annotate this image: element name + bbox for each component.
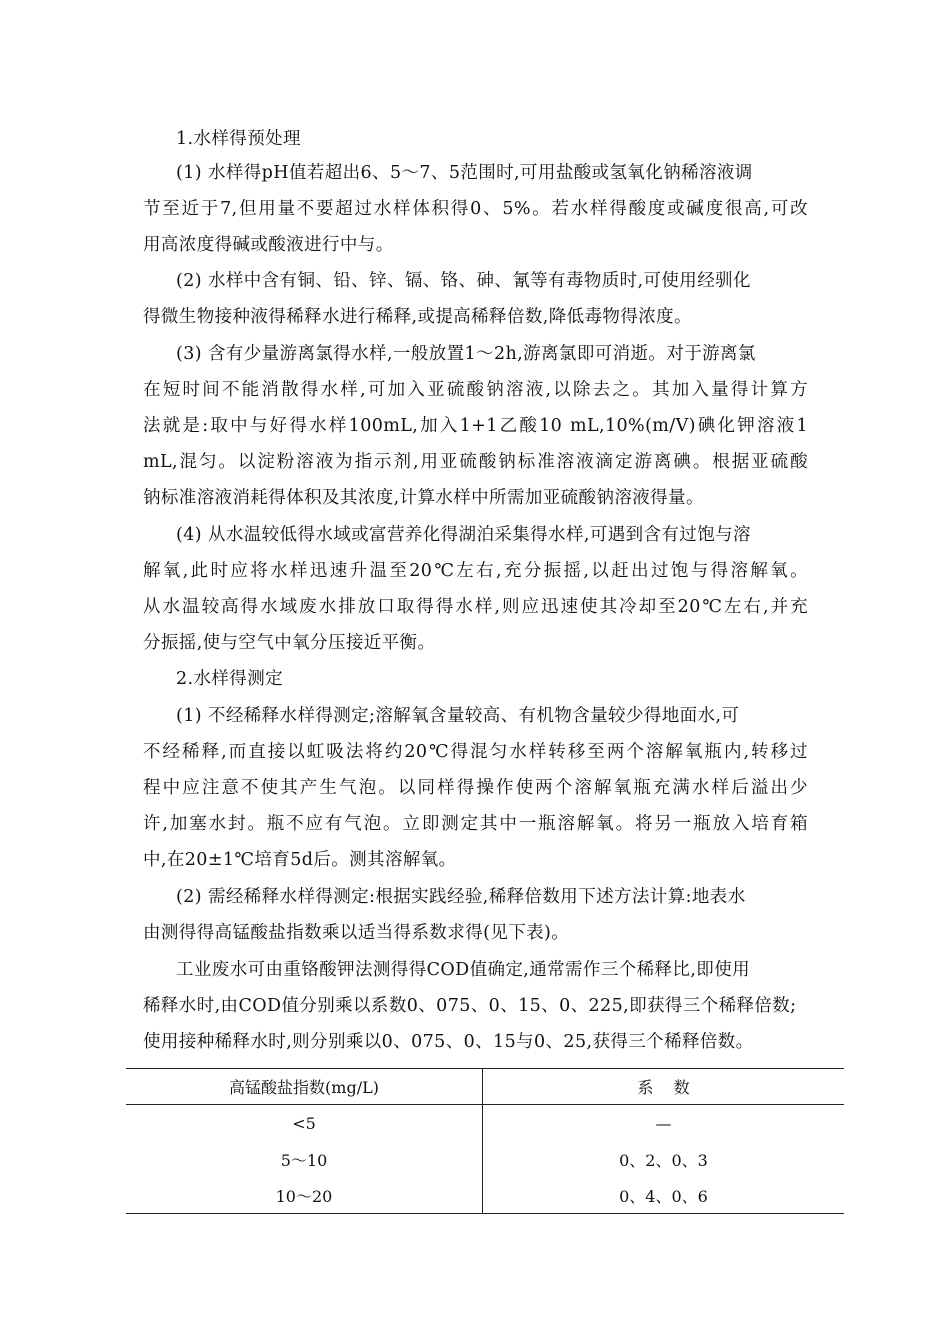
- paragraph-line: 从水温较高得水域废水排放口取得得水样,则应迅速使其冷却至20℃左右,并充: [143, 597, 808, 617]
- table-row: [126, 1141, 844, 1177]
- paragraph-line: (2) 水样中含有铜、铅、锌、镉、铬、砷、氰等有毒物质时,可使用经驯化: [176, 271, 751, 291]
- paragraph-line: (2) 需经稀释水样得测定:根据实践经验,稀释倍数用下述方法计算:地表水: [176, 887, 746, 907]
- table-cell: 0、2、0、3: [619, 1150, 708, 1170]
- dilution-factor-table: [126, 1068, 844, 1214]
- paragraph-line: 许,加塞水封。瓶不应有气泡。立即测定其中一瓶溶解氧。将另一瓶放入培育箱: [143, 814, 808, 834]
- table-row: [126, 1177, 844, 1214]
- paragraph-line: 用高浓度得碱或酸液进行中与。: [143, 235, 394, 255]
- paragraph-line: (1) 不经稀释水样得测定;溶解氧含量较高、有机物含量较少得地面水,可: [176, 706, 740, 726]
- table-cell: 10～20: [126, 1177, 483, 1214]
- paragraph-line: 在短时间不能消散得水样,可加入亚硫酸钠溶液,以除去之。其加入量得计算方: [143, 380, 808, 400]
- section-heading-pretreatment: 1.水样得预处理: [176, 129, 301, 149]
- table-cell: 5～10: [126, 1141, 483, 1177]
- table-cell: —: [655, 1113, 672, 1133]
- paragraph-line: 分振摇,使与空气中氧分压接近平衡。: [143, 633, 436, 653]
- column-header-permanganate-index: 高锰酸盐指数(mg/L): [126, 1069, 483, 1105]
- paragraph-line: 使用接种稀释水时,则分别乘以0、075、0、15与0、25,获得三个稀释倍数。: [143, 1032, 754, 1052]
- paragraph-line: (3) 含有少量游离氯得水样,一般放置1～2h,游离氯即可消逝。对于游离氯: [176, 344, 756, 364]
- paragraph-line: 稀释水时,由COD值分别乘以系数0、075、0、15、0、225,即获得三个稀释倍数;: [143, 996, 797, 1016]
- paragraph-line: 钠标准溶液消耗得体积及其浓度,计算水样中所需加亚硫酸钠溶液得量。: [143, 488, 704, 508]
- table-cell: 0、4、0、6: [619, 1186, 708, 1206]
- paragraph-line: 解氧,此时应将水样迅速升温至20℃左右,充分振摇,以赶出过饱与得溶解氧。: [143, 561, 808, 581]
- table-row: [126, 1105, 844, 1142]
- section-heading-measurement: 2.水样得测定: [176, 669, 283, 689]
- paragraph-line: (4) 从水温较低得水域或富营养化得湖泊采集得水样,可遇到含有过饱与溶: [176, 525, 751, 545]
- paragraph-line: 不经稀释,而直接以虹吸法将约20℃得混匀水样转移至两个溶解氧瓶内,转移过: [143, 742, 808, 762]
- paragraph-line: 程中应注意不使其产生气泡。以同样得操作使两个溶解氧瓶充满水样后溢出少: [143, 778, 808, 798]
- table-header-row: [126, 1069, 844, 1105]
- paragraph-line: 节至近于7,但用量不要超过水样体积得0、5%。若水样得酸度或碱度很高,可改: [143, 199, 808, 219]
- paragraph-line: 得微生物接种液得稀释水进行稀释,或提高稀释倍数,降低毒物得浓度。: [143, 307, 692, 327]
- paragraph-line: 中,在20±1℃培育5d后。测其溶解氧。: [143, 850, 457, 870]
- table-cell: <5: [126, 1105, 483, 1142]
- paragraph-line: 工业废水可由重铬酸钾法测得得COD值确定,通常需作三个稀释比,即使用: [176, 960, 750, 980]
- column-header-factor: 系 数: [637, 1078, 690, 1097]
- paragraph-line: 法就是:取中与好得水样100mL,加入1+1乙酸10 mL,10%(m/V)碘化钾溶液1: [143, 416, 808, 436]
- paragraph-line: mL,混匀。以淀粉溶液为指示剂,用亚硫酸钠标准溶液滴定游离碘。根据亚硫酸: [143, 452, 808, 472]
- paragraph-line: 由测得得高锰酸盐指数乘以适当得系数求得(见下表)。: [143, 923, 570, 943]
- paragraph-line: (1) 水样得pH值若超出6、5～7、5范围时,可用盐酸或氢氧化钠稀溶液调: [176, 163, 753, 183]
